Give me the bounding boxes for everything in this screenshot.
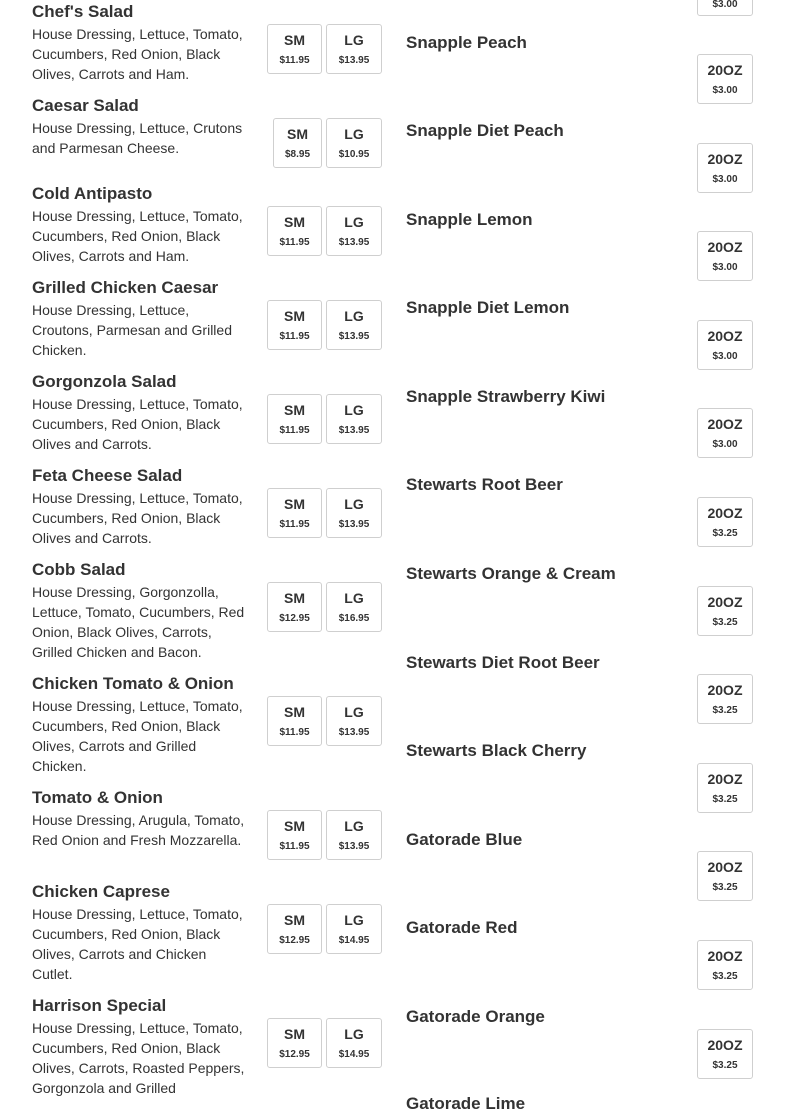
item-description: House Dressing, Lettuce, Tomato, Cucumbers, Red Onion, Black Olives and Carrots.: [32, 490, 243, 546]
menu-item-salad: [32, 995, 382, 1098]
menu-item-salad: [32, 881, 382, 984]
size-price: $3.00: [712, 173, 738, 185]
item-description: House Dressing, Lettuce, Tomato, Cucumbers, Red Onion, Black Olives and Carrots.: [32, 396, 243, 452]
price-options: [267, 1018, 382, 1068]
size-price: $3.00: [712, 438, 738, 450]
item-description: House Dressing, Lettuce, Tomato, Cucumbers, Red Onion, Black Olives, Carrots, Roasted Peppers, Gorgonzola and Grilled: [32, 1020, 245, 1096]
size-price: $8.95: [284, 148, 311, 160]
size-price: $3.25: [712, 881, 738, 893]
size-label: SM: [284, 1025, 305, 1042]
size-option-20oz[interactable]: [697, 320, 753, 370]
size-option-20oz[interactable]: [697, 763, 753, 813]
price-options: [267, 300, 382, 350]
size-price: $13.95: [338, 54, 370, 66]
item-name: Snapple Diet Peach: [406, 121, 564, 140]
size-option-lg[interactable]: [326, 488, 382, 538]
size-price: $13.95: [338, 236, 370, 248]
size-label: 20OZ: [707, 327, 743, 344]
size-option-20oz[interactable]: [697, 143, 753, 193]
size-label: 20OZ: [707, 61, 743, 78]
item-description: House Dressing, Gorgonzolla, Lettuce, Tomato, Cucumbers, Red Onion, Black Olives, Carrots, Grilled Chicken and Bacon.: [32, 584, 245, 660]
size-option-lg[interactable]: [326, 394, 382, 444]
price-options: [267, 696, 382, 746]
item-name: Stewarts Diet Root Beer: [406, 653, 600, 672]
size-price: $13.95: [338, 518, 370, 530]
item-name: Cobb Salad: [32, 560, 126, 579]
size-label: LG: [344, 817, 364, 834]
size-option-lg[interactable]: [326, 300, 382, 350]
size-label: LG: [344, 125, 364, 142]
item-description: House Dressing, Lettuce, Tomato, Cucumbers, Red Onion, Black Olives, Carrots and Grilled Chicken.: [32, 698, 243, 774]
size-label: 20OZ: [707, 858, 743, 875]
size-price: $3.25: [712, 527, 738, 539]
size-price: $13.95: [338, 424, 370, 436]
item-name: Gatorade Blue: [406, 830, 523, 849]
size-label: SM: [287, 125, 308, 142]
price-options: [273, 118, 382, 168]
size-price: $10.95: [338, 148, 370, 160]
menu-item-salad: [32, 277, 382, 360]
menu-item-salad: [32, 95, 382, 158]
size-label: LG: [344, 703, 364, 720]
size-label: LG: [344, 911, 364, 928]
size-label: LG: [344, 213, 364, 230]
size-price: $12.95: [279, 1048, 310, 1060]
size-label: SM: [284, 31, 305, 48]
size-price: $13.95: [338, 840, 370, 852]
size-price: $14.95: [338, 934, 370, 946]
size-option-lg[interactable]: [326, 582, 382, 632]
price-options: [267, 904, 382, 954]
size-option-sm[interactable]: [267, 904, 322, 954]
price-options: [267, 582, 382, 632]
size-option-sm[interactable]: [267, 206, 322, 256]
size-price: $3.25: [712, 616, 738, 628]
item-name: Gatorade Red: [406, 918, 518, 937]
item-name: Cold Antipasto: [32, 184, 153, 203]
size-option-lg[interactable]: [326, 696, 382, 746]
size-label: 20OZ: [707, 1036, 743, 1053]
size-label: SM: [284, 589, 305, 606]
size-option-sm[interactable]: [267, 1018, 322, 1068]
size-price: $13.95: [338, 726, 370, 738]
size-label: LG: [344, 31, 364, 48]
size-price: $16.95: [338, 612, 370, 624]
size-price: $11.95: [279, 518, 310, 530]
size-price: $13.95: [338, 330, 370, 342]
item-name: Gorgonzola Salad: [32, 372, 177, 391]
size-option-sm[interactable]: [267, 24, 322, 74]
size-option-20oz[interactable]: [697, 0, 753, 16]
item-name: Grilled Chicken Caesar: [32, 278, 219, 297]
size-label: LG: [344, 589, 364, 606]
price-options: [267, 24, 382, 74]
size-price: $3.00: [712, 350, 738, 362]
size-option-sm[interactable]: [267, 394, 322, 444]
menu-item-salad: [32, 465, 382, 548]
size-option-20oz[interactable]: [697, 940, 753, 990]
size-label: SM: [284, 911, 305, 928]
price-options: [267, 488, 382, 538]
item-description: House Dressing, Lettuce, Crutons and Parmesan Cheese.: [32, 120, 243, 156]
size-label: SM: [284, 401, 305, 418]
size-option-sm[interactable]: [267, 582, 322, 632]
menu-item-salad: [32, 183, 382, 266]
size-label: 20OZ: [707, 150, 743, 167]
size-option-lg[interactable]: [326, 1018, 382, 1068]
menu-item-salad: [32, 371, 382, 454]
size-price: $11.95: [279, 330, 310, 342]
size-price: $12.95: [279, 612, 310, 624]
size-price: $11.95: [279, 54, 310, 66]
size-price: $3.25: [712, 704, 738, 716]
item-name: Chicken Caprese: [32, 882, 170, 901]
item-name: Chicken Tomato & Onion: [32, 674, 234, 693]
item-name: Gatorade Lime: [406, 1094, 526, 1113]
item-name: Snapple Strawberry Kiwi: [406, 387, 606, 406]
item-name: Harrison Special: [32, 996, 167, 1015]
size-label: 20OZ: [707, 947, 743, 964]
size-option-20oz[interactable]: [697, 1029, 753, 1079]
menu-item-salad: [32, 673, 382, 776]
item-name: Stewarts Black Cherry: [406, 741, 587, 760]
item-name: Tomato & Onion: [32, 788, 163, 807]
size-label: 20OZ: [707, 593, 743, 610]
size-label: 20OZ: [707, 415, 743, 432]
price-options: [267, 810, 382, 860]
size-option-20oz[interactable]: [697, 674, 753, 724]
item-name: Chef's Salad: [32, 2, 134, 21]
item-name: Snapple Diet Lemon: [406, 298, 570, 317]
size-price: $3.00: [712, 0, 738, 10]
item-name: Snapple Lemon: [406, 210, 533, 229]
size-option-lg[interactable]: [326, 904, 382, 954]
size-label: LG: [344, 307, 364, 324]
size-price: $3.00: [712, 84, 738, 96]
size-price: $11.95: [279, 424, 310, 436]
size-option-lg[interactable]: [326, 24, 382, 74]
menu-item-salad: [32, 787, 382, 850]
size-label: LG: [344, 1025, 364, 1042]
size-price: $3.25: [712, 793, 738, 805]
size-option-20oz[interactable]: [697, 851, 753, 901]
size-price: $3.25: [712, 970, 738, 982]
item-description: House Dressing, Lettuce, Tomato, Cucumbers, Red Onion, Black Olives, Carrots and Ham.: [32, 208, 243, 264]
size-price: $11.95: [279, 840, 310, 852]
size-option-sm[interactable]: [273, 118, 322, 168]
item-name: Gatorade Orange: [406, 1007, 545, 1026]
item-description: House Dressing, Lettuce, Tomato, Cucumbers, Red Onion, Black Olives, Carrots and Ham.: [32, 26, 243, 82]
size-label: SM: [284, 495, 305, 512]
size-option-20oz[interactable]: [697, 497, 753, 547]
size-option-20oz[interactable]: [697, 54, 753, 104]
item-name: Stewarts Root Beer: [406, 475, 563, 494]
size-label: 20OZ: [707, 681, 743, 698]
size-label: 20OZ: [707, 504, 743, 521]
size-option-lg[interactable]: [326, 118, 382, 168]
size-option-sm[interactable]: [267, 488, 322, 538]
size-label: 20OZ: [707, 770, 743, 787]
size-label: LG: [344, 495, 364, 512]
size-label: SM: [284, 703, 305, 720]
price-options: [267, 394, 382, 444]
price-options: [267, 206, 382, 256]
item-description: House Dressing, Arugula, Tomato, Red Onion and Fresh Mozzarella.: [32, 812, 245, 848]
size-option-lg[interactable]: [326, 810, 382, 860]
item-name: Snapple Peach: [406, 33, 527, 52]
size-option-sm[interactable]: [267, 300, 322, 350]
size-label: SM: [284, 213, 305, 230]
size-option-sm[interactable]: [267, 696, 322, 746]
size-label: SM: [284, 307, 305, 324]
size-label: 20OZ: [707, 238, 743, 255]
size-price: $11.95: [279, 726, 310, 738]
item-name: Feta Cheese Salad: [32, 466, 183, 485]
menu-item-salad: [32, 559, 382, 662]
size-option-sm[interactable]: [267, 810, 322, 860]
size-price: $3.00: [712, 261, 738, 273]
size-price: $14.95: [338, 1048, 370, 1060]
size-price: $3.25: [712, 1059, 738, 1071]
item-name: Caesar Salad: [32, 96, 139, 115]
size-price: $12.95: [279, 934, 310, 946]
item-description: House Dressing, Lettuce, Tomato, Cucumbers, Red Onion, Black Olives, Carrots and Chicken Cutlet.: [32, 906, 243, 982]
size-label: LG: [344, 401, 364, 418]
size-option-20oz[interactable]: [697, 408, 753, 458]
size-option-20oz[interactable]: [697, 231, 753, 281]
size-option-20oz[interactable]: [697, 586, 753, 636]
item-name: Stewarts Orange & Cream: [406, 564, 616, 583]
size-option-lg[interactable]: [326, 206, 382, 256]
size-label: SM: [284, 817, 305, 834]
item-description: House Dressing, Lettuce, Croutons, Parmesan and Grilled Chicken.: [32, 302, 232, 358]
size-price: $11.95: [279, 236, 310, 248]
menu-item-salad: [32, 1, 382, 84]
